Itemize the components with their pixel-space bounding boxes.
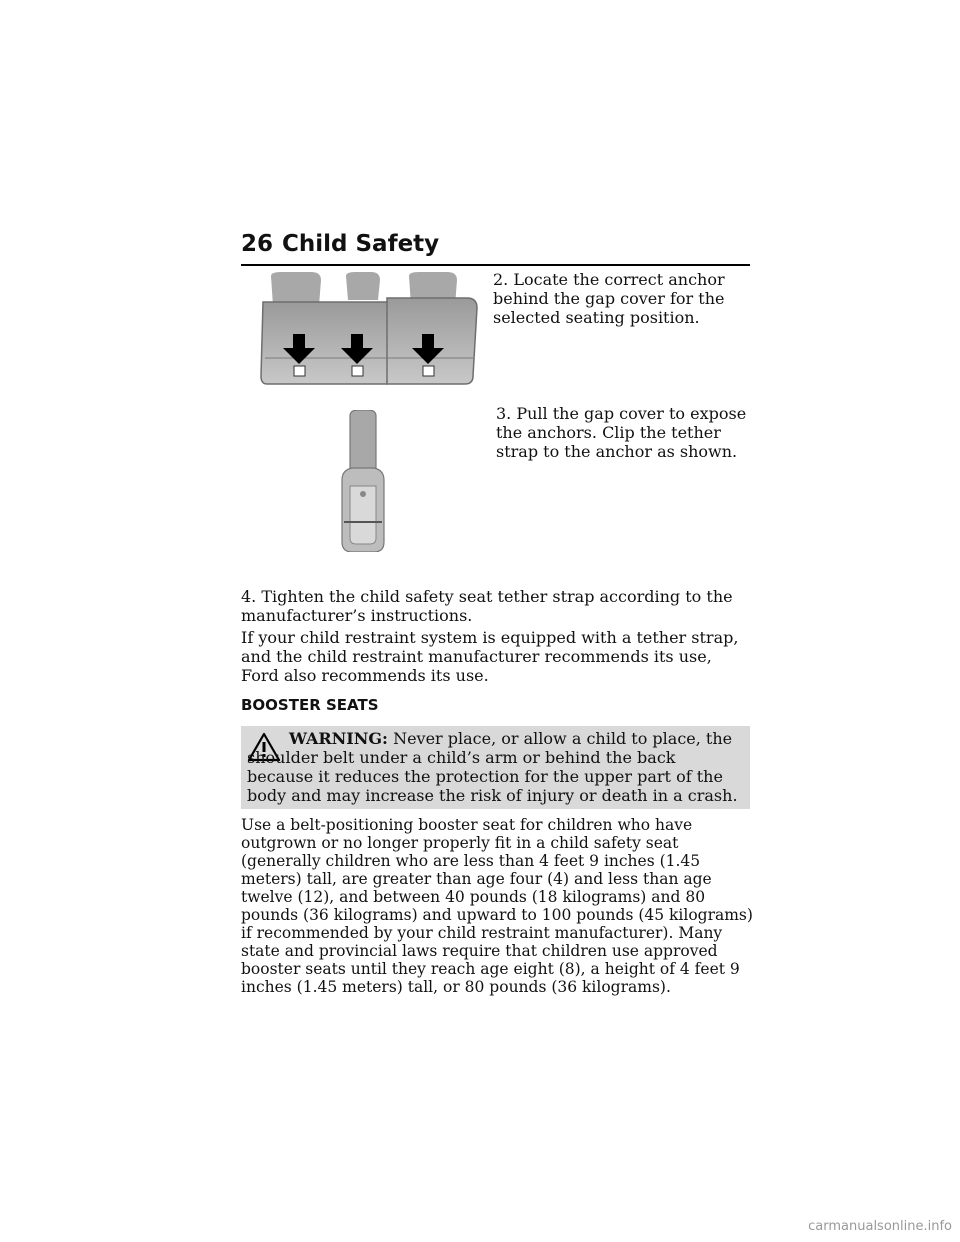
booster-body-paragraph: Use a belt-positioning booster seat for children who have outgrown or no longer properly fit in a child safety seat (generally children who are less than 4 feet 9 inches (1.45 meters) tall, are greater than age four (4) and less than age twelve (12), and between 40 pounds (18 kilograms) and 80 pounds (36 kilograms) and upward to 100 pounds (45 kilograms) if recommended by your child restraint manufacturer). Many state and provincial laws require that children use approved booster seats until they reach age eight (8), a height of 4 feet 9 inches (1.45 meters) tall, or 80 pounds (36 kilograms). [241,816,753,996]
rear-seat-anchor-figure [241,272,481,388]
step-4-text: 4. Tighten the child safety seat tether strap according to the manufacturer’s instructions. [241,587,733,625]
booster-seats-heading: BOOSTER SEATS [241,696,379,714]
section-title: Child Safety [282,231,440,257]
step-2-text: 2. Locate the correct anchor behind the gap cover for the selected seating position. [493,270,725,327]
warning-box [241,726,750,809]
step-3-text: 3. Pull the gap cover to expose the anchors. Clip the tether strap to the anchor as shown. [496,404,747,461]
tether-note-paragraph: If your child restraint system is equipped with a tether strap, and the child restraint manufacturer recommends its use, Ford also recommends its use. [241,628,739,685]
warning-body: Never place, or allow a child to place, the shoulder belt under a child’s arm or behind the back because it reduces the protection for the upper part of the body and may increase the risk of injury or death in a crash. [247,729,738,805]
warning-text [247,729,742,805]
footer-watermark: carmanualsonline.info [808,1219,952,1234]
page-header [241,231,750,266]
tether-clip-figure [336,410,390,552]
warning-label: WARNING: [289,729,388,748]
page-number: 26 [241,231,274,257]
